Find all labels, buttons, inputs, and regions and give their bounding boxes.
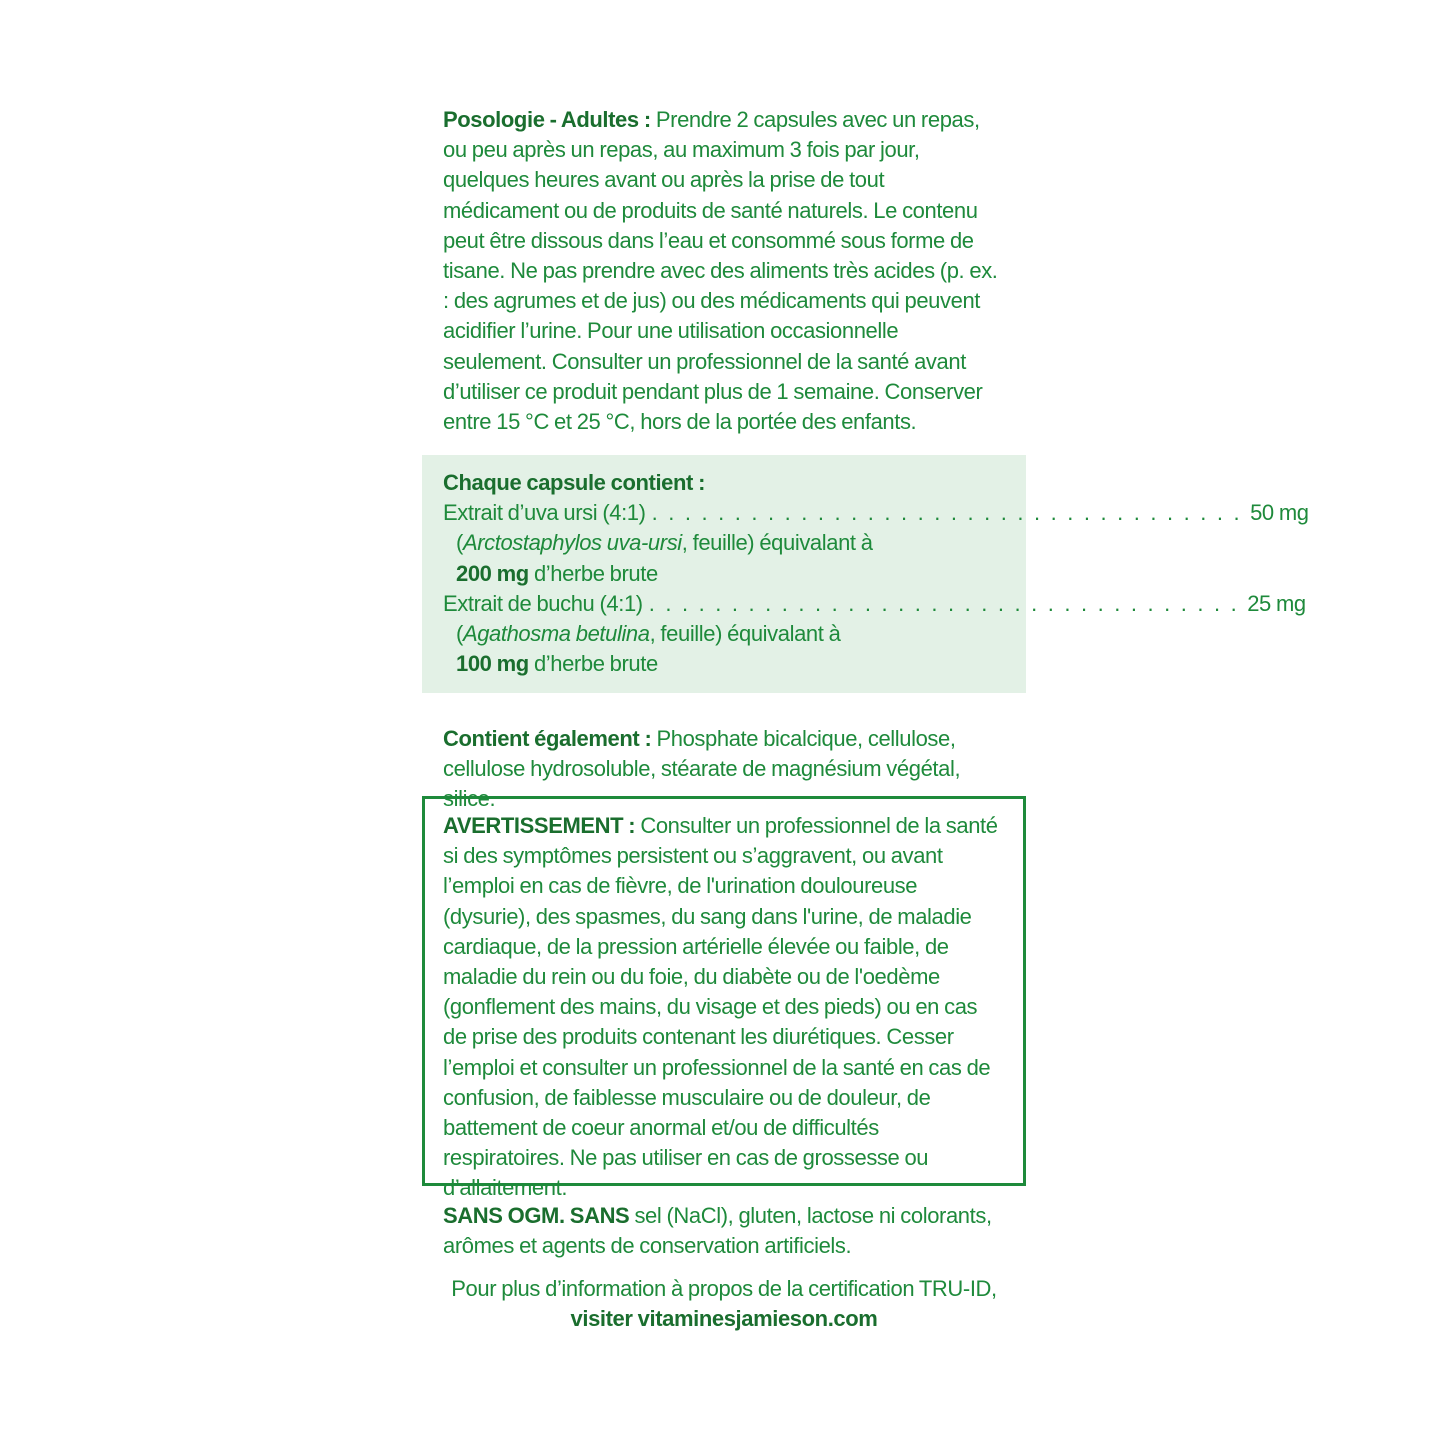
- equiv-amount: 100 mg: [456, 651, 529, 677]
- warning-label: AVERTISSEMENT :: [443, 813, 636, 838]
- warning-text: Consulter un professionnel de la santé si des symptômes persistent ou s’aggravent, ou avant l’emploi en cas de fièvre, de l'urination douloureuse (dysurie), des spasmes, du sang dans l'urine, de maladie cardiaque, de la pression artérielle élevée ou faible, de maladie du rein ou du foie, du diabète ou de l'oedème (gonflement des mains, du visage et des pieds) ou en cas de prise des produits contenant les diurétiques. Cesser l’emploi et consulter un professionnel de la santé en cas de confusion, de faiblesse musculaire ou de douleur, de battement de coeur anormal et/ou de difficultés respiratoires. Ne pas utiliser en cas de grossesse ou d’allaitement.: [443, 813, 998, 1201]
- dosage-text: Prendre 2 capsules avec un repas, ou peu après un repas, au maximum 3 fois par jour, quelques heures avant ou après la prise de tout médicament ou de produits de santé naturels. Le contenu peut être dissous dans l’eau et consommé sous forme de tisane. Ne pas prendre avec des aliments très acides (p. ex. : des agrumes et de jus) ou des médicaments qui peuvent acidifier l’urine. Pour une utilisation occasionnelle seulement. Consulter un professionnel de la santé avant d’utiliser ce produit pendant plus de 1 semaine. Conserver entre 15 °C et 25 °C, hors de la portée des enfants.: [443, 107, 998, 435]
- equiv-amount: 200 mg: [456, 560, 529, 586]
- free-from-text: sel (NaCl), gluten, lactose ni colorants, arômes et agents de conservation artificiels.: [443, 1203, 992, 1259]
- dosage-label: Posologie - Adultes :: [443, 107, 651, 132]
- warning-box: [422, 796, 1026, 1201]
- source-rest: , feuille) équivalant à: [681, 530, 873, 556]
- ingredient-equivalent: [443, 559, 1005, 589]
- dosage-section: [422, 100, 1026, 445]
- ingredient-source: [443, 619, 1005, 649]
- also-contains-label: Contient également :: [443, 726, 652, 751]
- info-section: [422, 1263, 1026, 1334]
- also-contains-text: Phosphate bicalcique, cellulose, cellulose hydrosoluble, stéarate de magnésium végétal, silice.: [443, 726, 961, 812]
- website-link[interactable]: visiter vitaminesjamieson.com: [570, 1306, 878, 1332]
- ingredients-heading: Chaque capsule contient :: [443, 470, 706, 495]
- dot-leader: . . . . . . . . . . . . . . . . . . . . . . . . . . . . . . . . . . . .: [651, 500, 1243, 526]
- source-rest: , feuille) équivalant à: [649, 621, 841, 647]
- equiv-rest: d’herbe brute: [528, 651, 658, 677]
- equiv-rest: d’herbe brute: [528, 560, 658, 586]
- ingredient-row: [443, 589, 1306, 619]
- latin-name: Agathosma betulina: [462, 621, 650, 647]
- info-text: Pour plus d’information à propos de la certification TRU-ID,: [451, 1276, 997, 1301]
- label-panel: [422, 100, 1309, 1334]
- source-open: (: [456, 530, 463, 556]
- also-contains-section: [422, 693, 1026, 812]
- free-from-label: SANS OGM. SANS: [443, 1203, 630, 1228]
- ingredient-name: Extrait de buchu (4:1): [443, 590, 643, 616]
- ingredient-item: [443, 498, 1309, 589]
- ingredient-amount: 25 mg: [1247, 590, 1306, 616]
- dot-leader: . . . . . . . . . . . . . . . . . . . . . . . . . . . . . . . . . . . .: [648, 590, 1240, 616]
- ingredient-row: [443, 498, 1309, 528]
- ingredient-equivalent: [443, 649, 1005, 679]
- latin-name: Arctostaphylos uva-ursi: [462, 530, 682, 556]
- source-open: (: [456, 621, 463, 647]
- ingredient-amount: 50 mg: [1250, 500, 1309, 526]
- ingredients-box: [422, 455, 1309, 693]
- ingredient-name: Extrait d’uva ursi (4:1): [443, 500, 646, 526]
- ingredient-source: [443, 528, 1005, 558]
- ingredient-item: [443, 589, 1306, 680]
